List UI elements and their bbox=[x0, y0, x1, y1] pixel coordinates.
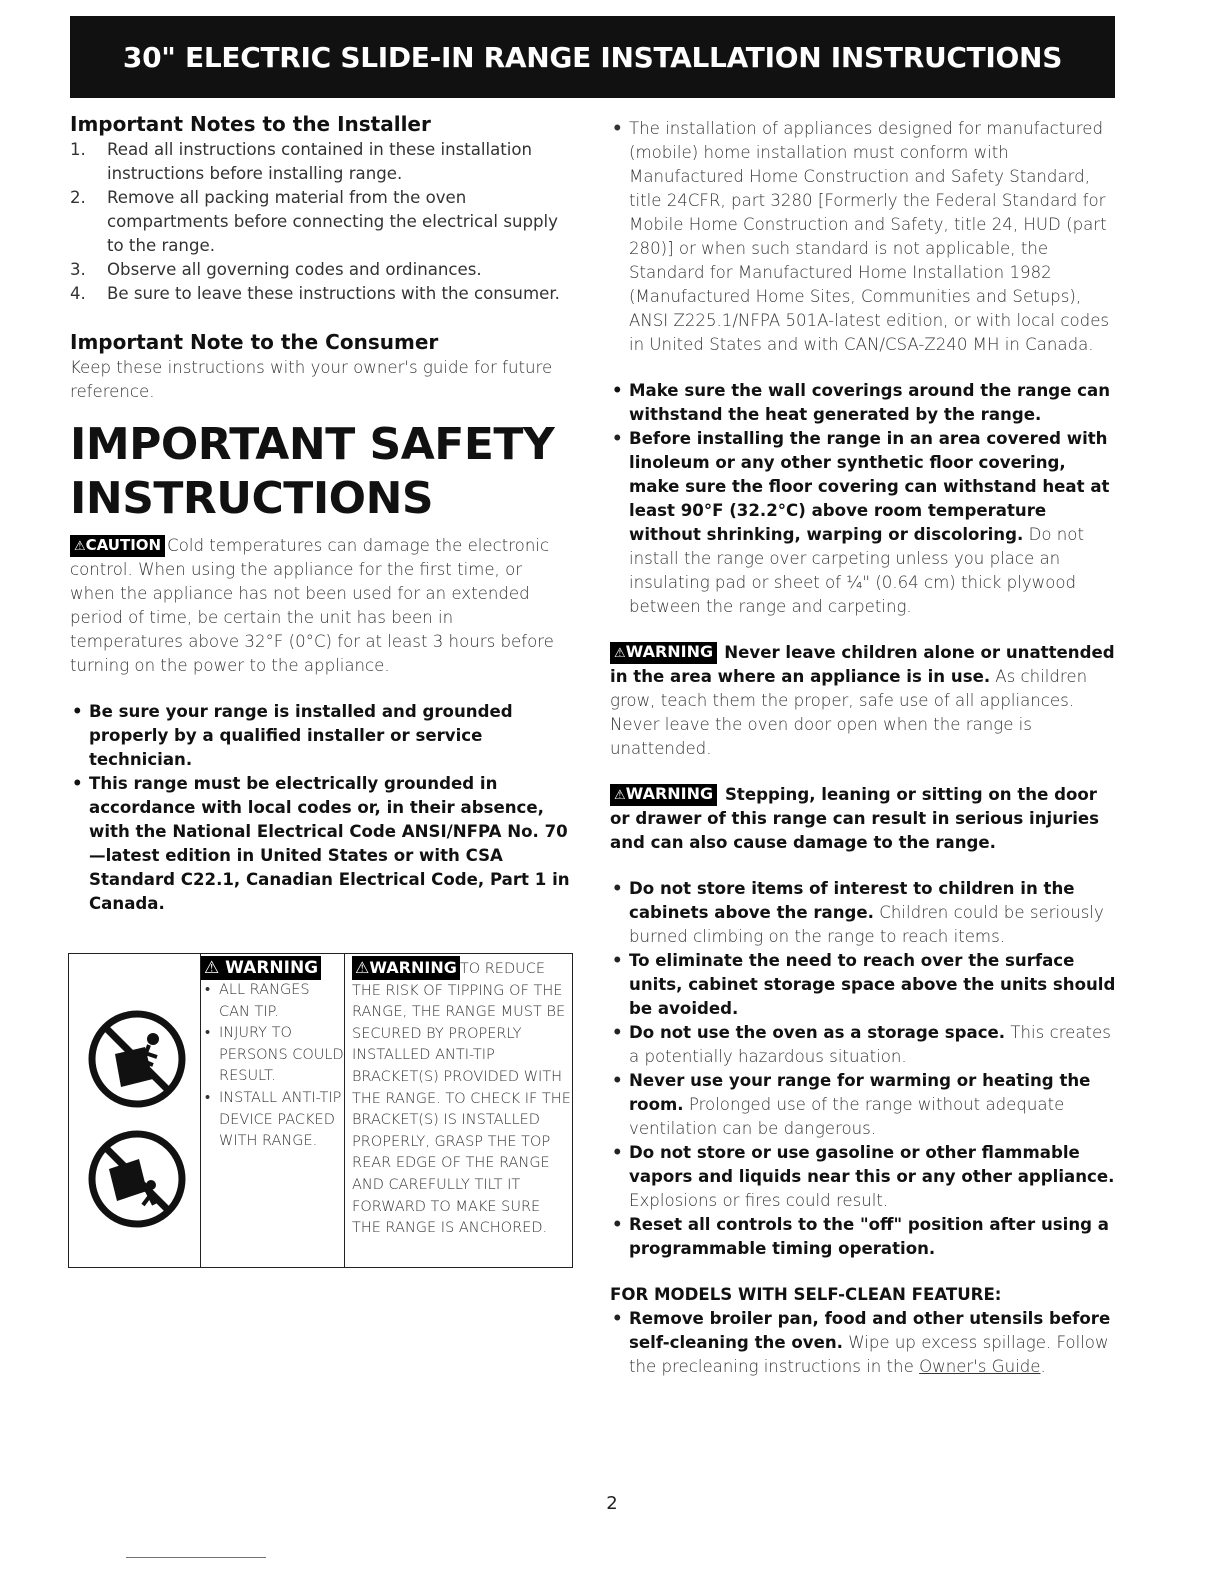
banner-title: 30" ELECTRIC SLIDE-IN RANGE INSTALLATION INSTRUCTIONS bbox=[122, 40, 1063, 74]
list-item: • Do not store or use gasoline or other flammable vapors and liquids near this or any other appliance. Explosions or fires could result. bbox=[610, 1141, 1120, 1213]
right-column bbox=[610, 117, 1120, 1379]
left-column bbox=[70, 112, 570, 916]
list-item: • Do not use the oven as a storage space. This creates a potentially hazardous situation. bbox=[610, 1021, 1120, 1069]
stepping-warning: ⚠WARNING Stepping, leaning or sitting on the door or drawer of this range can result in serious injuries and can also cause damage to the range. bbox=[610, 784, 1100, 852]
list-item: • Do not store items of interest to children in the cabinets above the range. Children could be seriously burned climbing on the range to reach items. bbox=[610, 877, 1120, 949]
warning-badge: ⚠WARNING bbox=[352, 956, 460, 980]
mobile-home-bullet bbox=[610, 117, 1120, 357]
list-item: • Reset all controls to the "off" position after using a programmable timing operation. bbox=[610, 1213, 1120, 1261]
floor-bullets bbox=[610, 379, 1120, 619]
list-item: • ALL RANGES CAN TIP. bbox=[201, 980, 344, 1023]
list-item: • The installation of appliances designed for manufactured (mobile) home installation must conform with Manufactured Home Construction and Safety Standard, title 24CFR, part 3280 [Formerly the Federal Standard for Mobile Home Construction and Safety, title 24, HUD (part 280)] or when such standard is not applicable, the Standard for Manufactured Home Installation 1982 (Manufactured Home Sites, Communities and Setups), ANSI Z225.1/NFPA 501A-latest edition, or with local codes in United States and with CAN/CSA-Z240 MH in Canada. bbox=[610, 117, 1120, 357]
warning-triangle-icon: ⚠ bbox=[614, 788, 626, 803]
tip-icons-cell bbox=[69, 954, 201, 1267]
warning-body: THE RISK OF TIPPING OF THE RANGE, THE RANGE MUST BE SECURED BY PROPERLY INSTALLED ANTI-TIP BRACKET(S) PROVIDED WITH THE RANGE. TO CHECK IF THE BRACKET(S) IS INSTALLED PROPERLY, GRASP THE TOP REAR EDGE OF THE RANGE AND CAREFULLY TILT IT FORWARD TO MAKE SURE THE RANGE IS ANCHORED. bbox=[352, 982, 571, 1237]
list-item: 3. Observe all governing codes and ordinances. bbox=[70, 260, 482, 279]
warning-list-cell bbox=[201, 954, 345, 1267]
no-climbing-icon bbox=[87, 1129, 187, 1229]
installer-heading: Important Notes to the Installer bbox=[70, 112, 431, 136]
children-warning: ⚠WARNING Never leave children alone or unattended in the area where an appliance is in use. As children grow, teach them the proper, safe use of all appliances. Never leave the oven door open when the range is unattended. bbox=[610, 642, 1115, 758]
owners-guide-link[interactable]: Owner's Guide bbox=[919, 1357, 1041, 1376]
list-item: • INJURY TO PERSONS COULD RESULT. bbox=[201, 1023, 344, 1088]
page-banner bbox=[70, 16, 1115, 98]
warning-text-cell: ⚠WARNING TO REDUCE THE RISK OF TIPPING OF THE RANGE, THE RANGE MUST BE SECURED BY PROPERLY INSTALLED ANTI-TIP BRACKET(S) PROVIDED WITH THE RANGE. TO CHECK IF THE BRACKET(S) IS INSTALLED PROPERLY, GRASP THE TOP REAR EDGE OF THE RANGE AND CAREFULLY TILT IT FORWARD TO MAKE SURE THE RANGE IS ANCHORED. bbox=[346, 954, 572, 1267]
list-item: • INSTALL ANTI-TIP DEVICE PACKED WITH RANGE. bbox=[201, 1088, 344, 1153]
warning-badge: ⚠ WARNING bbox=[201, 956, 321, 980]
warning-badge: ⚠WARNING bbox=[610, 642, 717, 664]
no-tipping-icon bbox=[87, 1009, 187, 1109]
caution-badge: ⚠CAUTION bbox=[70, 535, 165, 557]
warning-triangle-icon: ⚠ bbox=[614, 646, 626, 661]
consumer-text: Keep these instructions with your owner's guide for future reference. bbox=[70, 358, 553, 401]
list-item: • Remove broiler pan, food and other utensils before self-cleaning the oven. Wipe up excess spillage. Follow the precleaning instructions in the Owner's Guide. bbox=[610, 1307, 1120, 1379]
footer-rule bbox=[126, 1557, 266, 1558]
list-item: 1. Read all instructions contained in these installation instructions before installing range. bbox=[70, 140, 533, 183]
list-item: • Be sure your range is installed and grounded properly by a qualified installer or service technician. bbox=[70, 700, 570, 772]
selfclean-heading: FOR MODELS WITH SELF-CLEAN FEATURE: bbox=[610, 1285, 1002, 1304]
selfclean-bullets bbox=[610, 1307, 1120, 1379]
list-item: • Before installing the range in an area covered with linoleum or any other synthetic floor covering, make sure the floor covering can withstand heat at least 90°F (32.2°C) above room temperature without shrinking, warping or discoloring. Do not install the range over carpeting unless you place an insulating pad or sheet of ¼" (0.64 cm) thick plywood between the range and carpeting. bbox=[610, 427, 1120, 619]
children-bullets bbox=[610, 877, 1120, 1261]
list-item: • Make sure the wall coverings around the range can withstand the heat generated by the range. bbox=[610, 379, 1120, 427]
caution-paragraph bbox=[70, 534, 570, 678]
anti-tip-warning-table bbox=[68, 953, 573, 1268]
warning-badge: ⚠WARNING bbox=[610, 784, 717, 806]
installer-list bbox=[70, 138, 570, 306]
list-item: 2. Remove all packing material from the oven compartments before connecting the electrical supply to the range. bbox=[70, 188, 558, 255]
warning-triangle-icon: ⚠ bbox=[204, 958, 220, 978]
list-item: • Never use your range for warming or heating the room. Prolonged use of the range without adequate ventilation can be dangerous. bbox=[610, 1069, 1120, 1141]
consumer-heading: Important Note to the Consumer bbox=[70, 330, 439, 354]
warning-triangle-icon: ⚠ bbox=[74, 539, 86, 554]
page-number: 2 bbox=[606, 1493, 618, 1514]
list-item: • To eliminate the need to reach over the surface units, cabinet storage space above the units should be avoided. bbox=[610, 949, 1120, 1021]
list-item: 4. Be sure to leave these instructions with the consumer. bbox=[70, 284, 560, 303]
warning-triangle-icon: ⚠ bbox=[355, 958, 370, 977]
grounding-bullets bbox=[70, 700, 570, 916]
list-item: • This range must be electrically grounded in accordance with local codes or, in their absence, with the National Electrical Code ANSI/NFPA No. 70—latest edition in United States or with CSA Standard C22.1, Canadian Electrical Code, Part 1 in Canada. bbox=[70, 772, 570, 916]
caution-text: Cold temperatures can damage the electronic control. When using the appliance for the first time, or when the appliance has not been used for an extended period of time, be certain the unit has been in temperatures above 32°F (0°C) for at least 3 hours before turning on the power to the appliance. bbox=[70, 536, 554, 675]
safety-title: IMPORTANT SAFETY INSTRUCTIONS bbox=[70, 419, 555, 524]
